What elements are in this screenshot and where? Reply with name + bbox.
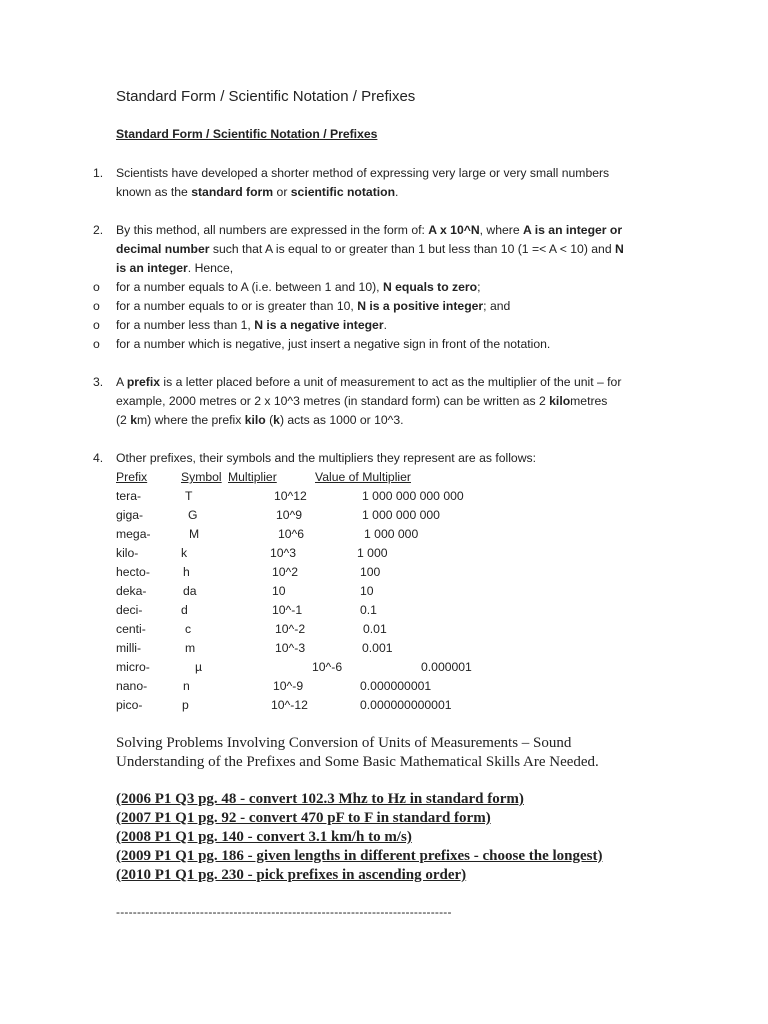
item-number: 1. — [93, 166, 104, 180]
value-cell: 1 000 000 000 — [362, 508, 440, 522]
prefix-cell: hecto- — [116, 565, 150, 579]
bullet-item: for a number equals to A (i.e. between 1 and 10), N equals to zero; — [116, 280, 481, 294]
item3-line3: (2 km) where the prefix kilo (k) acts as 1000 or 10^3. — [116, 413, 404, 427]
past-paper-references — [116, 790, 603, 885]
item-number: 4. — [93, 451, 104, 465]
reference-item: (2009 P1 Q1 pg. 186 - given lengths in different prefixes - choose the longest) — [116, 848, 603, 864]
symbol-cell: G — [188, 508, 198, 522]
bullet-marker: o — [93, 280, 100, 294]
multiplier-cell: 10^-1 — [272, 603, 303, 617]
page-title: Standard Form / Scientific Notation / Prefixes — [116, 88, 416, 105]
symbol-cell: da — [183, 584, 197, 598]
prefix-cell: deka- — [116, 584, 147, 598]
prefix-cell: tera- — [116, 489, 142, 503]
symbol-cell: k — [181, 546, 188, 560]
item3-line1: A prefix is a letter placed before a unit of measurement to act as the multiplier of the unit – for — [116, 375, 622, 389]
value-cell: 1 000 000 000 000 — [362, 489, 464, 503]
value-cell: 100 — [360, 565, 381, 579]
item1-line1: Scientists have developed a shorter method of expressing very large or very small numbers — [116, 166, 610, 180]
multiplier-cell: 10^9 — [276, 508, 303, 522]
multiplier-cell: 10^2 — [272, 565, 299, 579]
multiplier-cell: 10^12 — [274, 489, 307, 503]
value-cell: 1 000 — [357, 546, 388, 560]
symbol-cell: µ — [195, 660, 203, 674]
bullet-marker: o — [93, 318, 100, 332]
prefix-cell: deci- — [116, 603, 143, 617]
bullet-item: for a number which is negative, just insert a negative sign in front of the notation. — [116, 337, 551, 351]
symbol-cell: p — [182, 698, 189, 712]
bullet-item: for a number equals to or is greater than 10, N is a positive integer; and — [116, 299, 511, 313]
value-cell: 1 000 000 — [364, 527, 419, 541]
table-header-prefix: Prefix — [116, 470, 148, 484]
item2-line3: is an integer. Hence, — [116, 261, 234, 275]
bullet-marker: o — [93, 299, 100, 313]
symbol-cell: d — [181, 603, 188, 617]
prefix-cell: nano- — [116, 679, 148, 693]
multiplier-cell: 10^3 — [270, 546, 297, 560]
item-number: 2. — [93, 223, 104, 237]
item2-line2: decimal number such that A is equal to or greater than 1 but less than 10 (1 =< A < 10) and N — [116, 242, 624, 256]
table-header-value: Value of Multiplier — [315, 470, 411, 484]
symbol-cell: c — [185, 622, 192, 636]
prefix-cell: centi- — [116, 622, 146, 636]
item3-line2: example, 2000 metres or 2 x 10^3 metres (in standard form) can be written as 2 kilometres — [116, 394, 608, 408]
item1-line2: known as the standard form or scientific notation. — [116, 185, 399, 199]
prefix-cell: kilo- — [116, 546, 139, 560]
multiplier-cell: 10^-6 — [312, 660, 343, 674]
prefix-cell: giga- — [116, 508, 144, 522]
prefix-cell: micro- — [116, 660, 150, 674]
bullet-marker: o — [93, 337, 100, 351]
symbol-cell: M — [189, 527, 200, 541]
value-cell: 0.000000001 — [360, 679, 432, 693]
table-header-multiplier: Multiplier — [228, 470, 277, 484]
prefix-cell: pico- — [116, 698, 143, 712]
symbol-cell: h — [183, 565, 190, 579]
value-cell: 0.000001 — [421, 660, 472, 674]
multiplier-cell: 10^-9 — [273, 679, 304, 693]
multiplier-cell: 10 — [272, 584, 286, 598]
symbol-cell: n — [183, 679, 190, 693]
symbol-cell: m — [185, 641, 196, 655]
item2-line1: By this method, all numbers are expressed in the form of: A x 10^N, where A is an integer or — [116, 223, 623, 237]
reference-item: (2006 P1 Q3 pg. 48 - convert 102.3 Mhz to Hz in standard form) — [116, 791, 524, 807]
section-subtitle: Standard Form / Scientific Notation / Prefixes — [116, 127, 378, 141]
multiplier-cell: 10^-2 — [275, 622, 306, 636]
symbol-cell: T — [185, 489, 193, 503]
solving-line2: Understanding of the Prefixes and Some Basic Mathematical Skills Are Needed. — [116, 754, 599, 770]
reference-item: (2008 P1 Q1 pg. 140 - convert 3.1 km/h to m/s) — [116, 829, 412, 845]
reference-item: (2010 P1 Q1 pg. 230 - pick prefixes in ascending order) — [116, 867, 467, 883]
reference-item: (2007 P1 Q1 pg. 92 - convert 470 pF to F in standard form) — [116, 810, 491, 826]
bullet-item: for a number less than 1, N is a negative integer. — [116, 318, 387, 332]
prefix-cell: milli- — [116, 641, 142, 655]
separator-line: -------------------------------------------------------------------------------- — [116, 905, 452, 919]
prefix-cell: mega- — [116, 527, 151, 541]
item-number: 3. — [93, 375, 104, 389]
value-cell: 0.01 — [363, 622, 387, 636]
multiplier-cell: 10^-3 — [275, 641, 306, 655]
table-header-symbol: Symbol — [181, 470, 222, 484]
item4-line1: Other prefixes, their symbols and the multipliers they represent are as follows: — [116, 451, 536, 465]
multiplier-cell: 10^6 — [278, 527, 305, 541]
value-cell: 0.1 — [360, 603, 377, 617]
solving-line1: Solving Problems Involving Conversion of Units of Measurements – Sound — [116, 735, 572, 751]
multiplier-cell: 10^-12 — [271, 698, 308, 712]
value-cell: 10 — [360, 584, 374, 598]
value-cell: 0.000000000001 — [360, 698, 452, 712]
value-cell: 0.001 — [362, 641, 393, 655]
